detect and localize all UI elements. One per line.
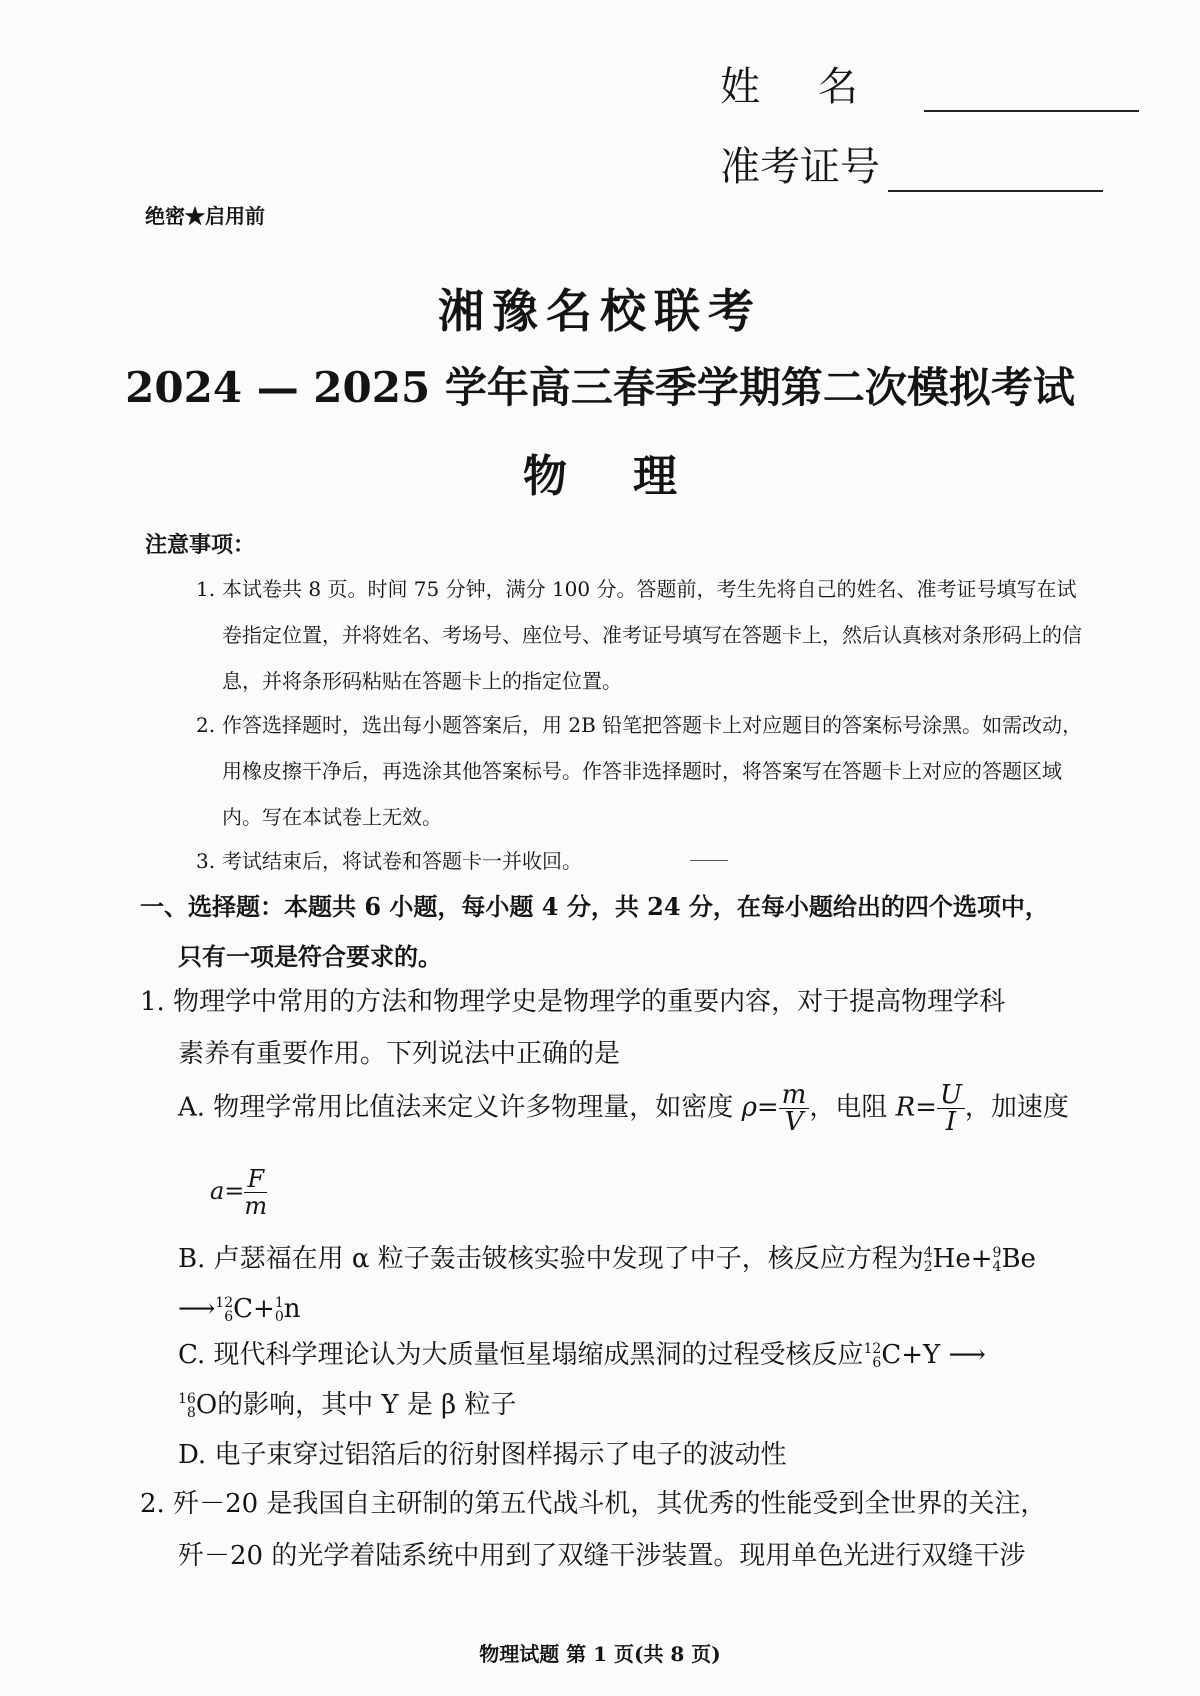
- option-c-text: C. 现代科学理论认为大质量恒星塌缩成黑洞的过程受核反应: [178, 1340, 864, 1370]
- atomic-number: 6: [872, 1355, 882, 1371]
- nuclide-n: [275, 1294, 301, 1324]
- density-symbol: ρ=: [741, 1092, 779, 1123]
- page-footer: 物理试题 第 1 页(共 8 页): [479, 1642, 721, 1666]
- fraction-numerator: m: [779, 1082, 810, 1109]
- notice-item-number: 3.: [196, 849, 216, 873]
- question-1-option-c: [178, 1330, 1088, 1430]
- question-2-line2: 歼－20 的光学着陆系统中用到了双缝干涉装置。现用单色光进行双缝干涉: [178, 1541, 1026, 1571]
- notice-item-text: 作答选择题时，选出每小题答案后，用 2B 铅笔把答题卡上对应题目的答案标号涂黑。如需改动，用橡皮擦干净后，再选涂其他答案标号。作答非选择题时，将答案写在答题卡上对应的答题区域内。写在本试卷上无效。: [222, 713, 1083, 829]
- plus-sign: +: [253, 1294, 275, 1324]
- section-heading-line2: 只有一项是符合要求的。: [178, 942, 442, 971]
- atomic-number: 4: [992, 1259, 1002, 1275]
- acceleration-symbol: a=: [210, 1177, 245, 1205]
- fraction-denominator: I: [945, 1107, 957, 1137]
- density-fraction: [779, 1082, 810, 1135]
- element-symbol: C: [233, 1294, 254, 1324]
- plus-y: +Y: [901, 1340, 941, 1370]
- reaction-arrow: ⟶: [948, 1340, 986, 1370]
- notice-item-number: 1.: [196, 577, 216, 601]
- element-symbol: n: [283, 1294, 301, 1324]
- element-symbol: Be: [1001, 1244, 1036, 1274]
- exam-title-line2: 2024 — 2025 学年高三春季学期第二次模拟考试: [125, 363, 1075, 412]
- option-c-text-end: 的影响，其中 Y 是 β 粒子: [217, 1390, 517, 1420]
- question-2-stem: [140, 1478, 1090, 1582]
- mass-number: 1: [274, 1295, 284, 1311]
- nuclide-o: [178, 1390, 217, 1420]
- fraction-denominator: m: [244, 1192, 268, 1220]
- atomic-number: 2: [923, 1259, 933, 1275]
- atomic-number: 6: [224, 1309, 234, 1325]
- nuclide-c: [215, 1294, 253, 1324]
- question-1-line1: 1. 物理学中常用的方法和物理学史是物理学的重要内容，对于提高物理学科: [140, 987, 1006, 1017]
- acceleration-formula: [210, 1166, 267, 1219]
- question-1-option-d: D. 电子束穿过铝箔后的衍射图样揭示了电子的波动性: [178, 1440, 787, 1470]
- question-1-stem: [140, 976, 1090, 1080]
- stray-dash-mark: [690, 860, 728, 861]
- name-field: [720, 55, 1139, 112]
- nuclide-he: [924, 1244, 971, 1274]
- nuclide-be: [993, 1244, 1036, 1274]
- exam-title-line1: 湘豫名校联考: [438, 284, 762, 338]
- element-symbol: O: [195, 1390, 218, 1420]
- mass-number: 12: [863, 1341, 882, 1357]
- notice-item: [196, 702, 1088, 840]
- plus-sign: +: [970, 1244, 993, 1274]
- subject-title: 物理: [523, 451, 743, 502]
- notice-heading: 注意事项：: [145, 532, 256, 558]
- secret-mark: 绝密★启用前: [145, 204, 265, 228]
- notice-item: [196, 838, 1088, 884]
- acceleration-fraction: [244, 1166, 267, 1219]
- resistance-symbol: R=: [895, 1092, 937, 1123]
- mass-number: 16: [178, 1391, 196, 1407]
- section-heading-line1: 一、选择题：本题共 6 小题，每小题 4 分，共 24 分，在每小题给出的四个选项中，: [140, 892, 1049, 921]
- option-a-text-end: ，加速度: [964, 1092, 1069, 1123]
- exam-id-label: 准考证号: [720, 144, 880, 190]
- reaction-arrow: ⟶: [178, 1294, 216, 1324]
- element-symbol: He: [932, 1244, 971, 1274]
- notice-item-text: 本试卷共 8 页。时间 75 分钟，满分 100 分。答题前，考生先将自己的姓名、准考证号填写在试卷指定位置，并将姓名、考场号、座位号、准考证号填写在答题卡上，然后认真核对条形码上的信息，并将条形码粘贴在答题卡上的指定位置。: [222, 577, 1082, 693]
- name-blank-line: [924, 108, 1139, 112]
- notice-item-text: 考试结束后，将试卷和答题卡一并收回。: [222, 849, 582, 873]
- notice-item-number: 2.: [196, 713, 216, 737]
- option-a-text-mid: ，电阻: [809, 1092, 896, 1123]
- fraction-denominator: V: [784, 1107, 804, 1137]
- mass-number: 9: [992, 1245, 1002, 1261]
- fraction-numerator: U: [937, 1082, 965, 1109]
- name-label: 姓名: [720, 64, 916, 110]
- section-heading: [140, 882, 1090, 982]
- resistance-fraction: [937, 1082, 965, 1135]
- mass-number: 4: [923, 1245, 933, 1261]
- question-1-option-a: [178, 1082, 1088, 1135]
- fraction-numerator: F: [244, 1166, 267, 1193]
- notice-item: [196, 566, 1088, 704]
- question-1-option-b: [178, 1234, 1088, 1334]
- nuclide-c: [864, 1340, 902, 1370]
- element-symbol: C: [881, 1340, 902, 1370]
- option-b-text: B. 卢瑟福在用 α 粒子轰击铍核实验中发现了中子，核反应方程为: [178, 1244, 924, 1274]
- exam-id-blank-line: [888, 188, 1103, 192]
- question-2-line1: 2. 歼－20 是我国自主研制的第五代战斗机，其优秀的性能受到全世界的关注，: [140, 1489, 1047, 1519]
- atomic-number: 8: [186, 1405, 196, 1421]
- atomic-number: 0: [274, 1309, 284, 1325]
- mass-number: 12: [215, 1295, 234, 1311]
- question-1-line2: 素养有重要作用。下列说法中正确的是: [178, 1039, 621, 1069]
- option-a-text: A. 物理学常用比值法来定义许多物理量，如密度: [178, 1092, 742, 1123]
- exam-id-field: [720, 135, 1103, 192]
